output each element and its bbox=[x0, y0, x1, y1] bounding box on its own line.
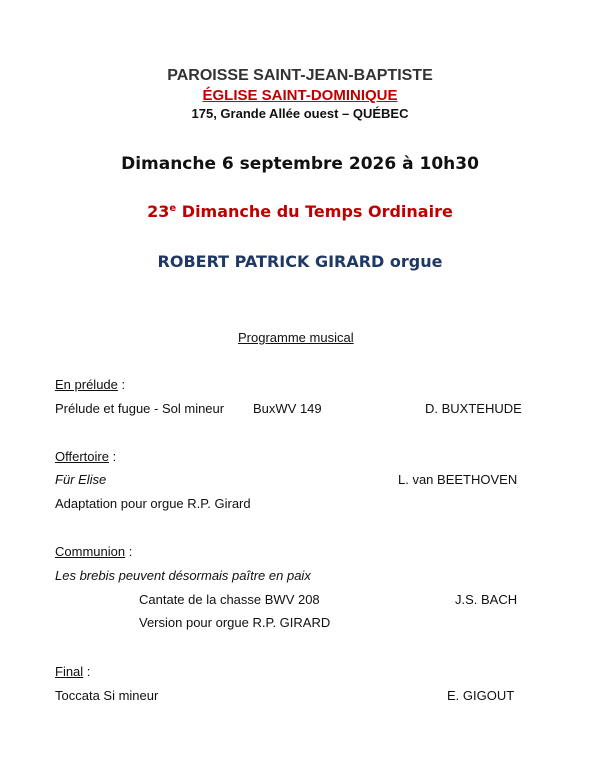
event-date: Dimanche 6 septembre 2026 à 10h30 bbox=[121, 154, 479, 174]
offertoire-note: Adaptation pour orgue R.P. Girard bbox=[55, 496, 251, 511]
offertoire-composer: L. van BEETHOVEN bbox=[398, 472, 518, 487]
section-colon: : bbox=[117, 377, 126, 392]
section-colon: : bbox=[108, 449, 117, 464]
offertoire-work: Für Elise bbox=[55, 472, 107, 487]
liturgy-ordinal-suffix: e bbox=[169, 203, 177, 214]
section-final-heading bbox=[55, 664, 90, 679]
parish-name: PAROISSE SAINT-JEAN-BAPTISTE bbox=[167, 67, 433, 84]
final-composer: E. GIGOUT bbox=[447, 688, 515, 703]
section-label: Communion bbox=[55, 544, 126, 559]
performer: ROBERT PATRICK GIRARD orgue bbox=[157, 252, 443, 271]
prelude-catalog: BuxWV 149 bbox=[253, 401, 322, 416]
section-prelude-heading bbox=[55, 377, 125, 392]
communion-work: Les brebis peuvent désormais paître en paix bbox=[55, 568, 311, 583]
section-label: Final bbox=[55, 664, 84, 679]
liturgical-day bbox=[0, 202, 600, 221]
communion-composer: J.S. BACH bbox=[455, 592, 518, 607]
prelude-work: Prélude et fugue - Sol mineur bbox=[55, 401, 225, 416]
section-colon: : bbox=[125, 544, 133, 559]
section-label: Offertoire bbox=[55, 449, 109, 464]
communion-note: Version pour orgue R.P. GIRARD bbox=[139, 615, 331, 630]
communion-detail: Cantate de la chasse BWV 208 bbox=[139, 592, 320, 607]
liturgy-number: 23 bbox=[147, 202, 170, 221]
section-offertoire-heading bbox=[55, 449, 116, 464]
section-colon: : bbox=[83, 664, 91, 679]
church-name: ÉGLISE SAINT-DOMINIQUE bbox=[202, 87, 398, 104]
prelude-composer: D. BUXTEHUDE bbox=[425, 401, 522, 416]
final-work: Toccata Si mineur bbox=[55, 688, 159, 703]
section-label: En prélude bbox=[55, 377, 118, 392]
liturgy-name: Dimanche du Temps Ordinaire bbox=[176, 202, 453, 221]
church-address: 175, Grande Allée ouest – QUÉBEC bbox=[191, 106, 409, 121]
section-communion-heading bbox=[55, 544, 132, 559]
programme-title: Programme musical bbox=[238, 330, 354, 345]
